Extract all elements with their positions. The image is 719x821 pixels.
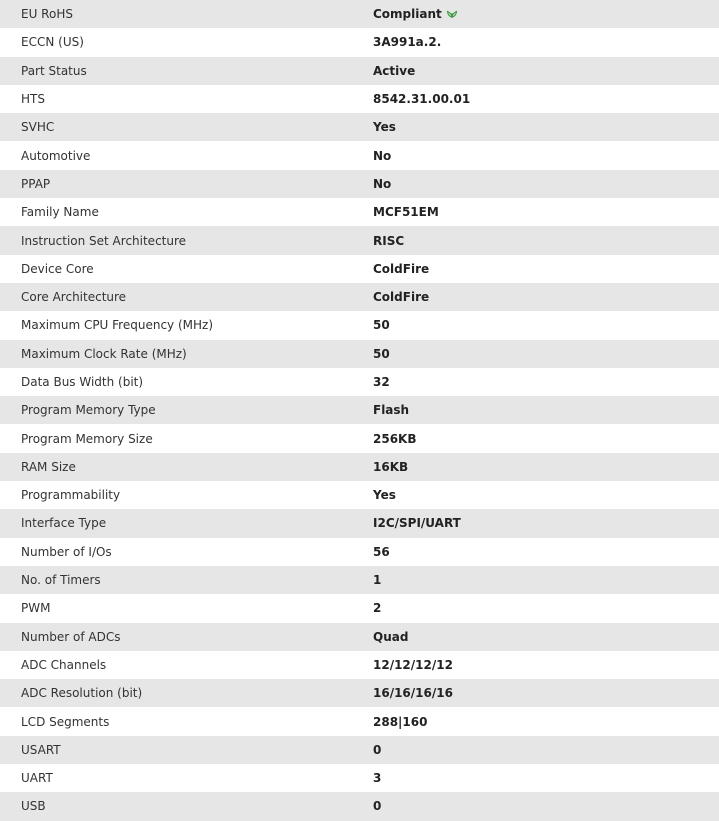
spec-value: 288|160	[373, 714, 428, 729]
spec-value: 0	[373, 742, 382, 757]
spec-row	[0, 481, 719, 509]
spec-row	[0, 623, 719, 651]
spec-value: 12/12/12/12	[373, 657, 453, 672]
spec-value: ColdFire	[373, 290, 430, 305]
spec-value: Yes	[373, 488, 396, 503]
spec-value-cell	[373, 707, 719, 735]
spec-value: Flash	[373, 403, 410, 418]
spec-row	[0, 57, 719, 85]
spec-value-cell	[373, 792, 719, 820]
spec-value: No	[373, 176, 392, 191]
spec-value-cell	[373, 509, 719, 537]
spec-label: USB	[21, 799, 46, 814]
spec-row	[0, 396, 719, 424]
spec-label: UART	[21, 771, 53, 786]
spec-label: Program Memory Size	[21, 431, 153, 446]
spec-value-cell	[373, 368, 719, 396]
spec-value-cell	[373, 594, 719, 622]
spec-label: Family Name	[21, 205, 99, 220]
spec-row	[0, 764, 719, 792]
spec-value: 0	[373, 799, 382, 814]
spec-value-cell	[373, 141, 719, 169]
spec-value-cell	[373, 28, 719, 56]
spec-value-cell	[373, 283, 719, 311]
spec-value-cell	[373, 538, 719, 566]
spec-label: ECCN (US)	[21, 35, 84, 50]
spec-value-cell	[373, 764, 719, 792]
spec-value: 16/16/16/16	[373, 686, 453, 701]
spec-value-cell	[373, 0, 719, 28]
spec-value: MCF51EM	[373, 205, 439, 220]
spec-value-cell	[373, 396, 719, 424]
spec-value: No	[373, 148, 392, 163]
spec-row	[0, 255, 719, 283]
spec-value: I2C/SPI/UART	[373, 516, 461, 531]
spec-row	[0, 368, 719, 396]
spec-row	[0, 85, 719, 113]
spec-label: EU RoHS	[21, 7, 73, 22]
spec-row	[0, 679, 719, 707]
spec-label: No. of Timers	[21, 573, 101, 588]
spec-label: Number of I/Os	[21, 544, 112, 559]
spec-row	[0, 792, 719, 820]
spec-row	[0, 226, 719, 254]
spec-row	[0, 566, 719, 594]
spec-row	[0, 0, 719, 28]
spec-label: Instruction Set Architecture	[21, 233, 187, 248]
spec-value-cell	[373, 424, 719, 452]
spec-value: 1	[373, 573, 382, 588]
spec-label: Program Memory Type	[21, 403, 156, 418]
spec-row	[0, 170, 719, 198]
spec-value-cell	[373, 481, 719, 509]
spec-label: Programmability	[21, 488, 121, 503]
spec-row	[0, 113, 719, 141]
spec-value: Compliant	[373, 7, 442, 22]
spec-value: 256KB	[373, 431, 417, 446]
spec-value: ColdFire	[373, 261, 430, 276]
spec-label: USART	[21, 742, 61, 757]
spec-value-cell	[373, 226, 719, 254]
spec-row	[0, 424, 719, 452]
spec-value: Yes	[373, 120, 396, 135]
spec-value: Active	[373, 63, 416, 78]
spec-row	[0, 594, 719, 622]
spec-value-cell	[373, 113, 719, 141]
spec-value-cell	[373, 57, 719, 85]
spec-label: Number of ADCs	[21, 629, 121, 644]
spec-label: LCD Segments	[21, 714, 110, 729]
spec-label: HTS	[21, 92, 45, 107]
spec-value: 16KB	[373, 459, 409, 474]
spec-row	[0, 340, 719, 368]
spec-value-cell	[373, 198, 719, 226]
spec-label: PWM	[21, 601, 51, 616]
spec-value-cell	[373, 736, 719, 764]
spec-value-cell	[373, 85, 719, 113]
spec-row	[0, 283, 719, 311]
spec-value: 50	[373, 346, 390, 361]
spec-row	[0, 538, 719, 566]
spec-value-cell	[373, 170, 719, 198]
spec-row	[0, 453, 719, 481]
spec-value: 3A991a.2.	[373, 35, 442, 50]
spec-label: Interface Type	[21, 516, 107, 531]
spec-label: Automotive	[21, 148, 91, 163]
spec-label: Core Architecture	[21, 290, 127, 305]
spec-value: 50	[373, 318, 390, 333]
spec-label: SVHC	[21, 120, 55, 135]
spec-row	[0, 311, 719, 339]
spec-value-cell	[373, 623, 719, 651]
spec-row	[0, 736, 719, 764]
spec-row	[0, 651, 719, 679]
spec-value: 3	[373, 771, 382, 786]
spec-row	[0, 707, 719, 735]
spec-label: RAM Size	[21, 459, 76, 474]
spec-value: 8542.31.00.01	[373, 92, 471, 107]
spec-label: ADC Resolution (bit)	[21, 686, 143, 701]
spec-value-cell	[373, 651, 719, 679]
spec-value: 32	[373, 375, 390, 389]
spec-value-cell	[373, 340, 719, 368]
spec-label: Maximum Clock Rate (MHz)	[21, 346, 187, 361]
spec-row	[0, 28, 719, 56]
spec-value: Quad	[373, 629, 409, 644]
spec-value: RISC	[373, 233, 405, 248]
spec-label: Part Status	[21, 63, 87, 78]
spec-value: 56	[373, 544, 390, 559]
spec-value-cell	[373, 453, 719, 481]
spec-value-cell	[373, 679, 719, 707]
spec-row	[0, 198, 719, 226]
spec-label: Maximum CPU Frequency (MHz)	[21, 318, 213, 333]
spec-label: ADC Channels	[21, 657, 107, 672]
spec-value-cell	[373, 566, 719, 594]
spec-row	[0, 509, 719, 537]
spec-label: Device Core	[21, 261, 94, 276]
spec-value-cell	[373, 255, 719, 283]
spec-label: PPAP	[21, 176, 51, 191]
leaf-icon	[446, 8, 458, 18]
spec-value-cell	[373, 311, 719, 339]
spec-label: Data Bus Width (bit)	[21, 375, 144, 389]
spec-row	[0, 141, 719, 169]
spec-value: 2	[373, 601, 382, 616]
